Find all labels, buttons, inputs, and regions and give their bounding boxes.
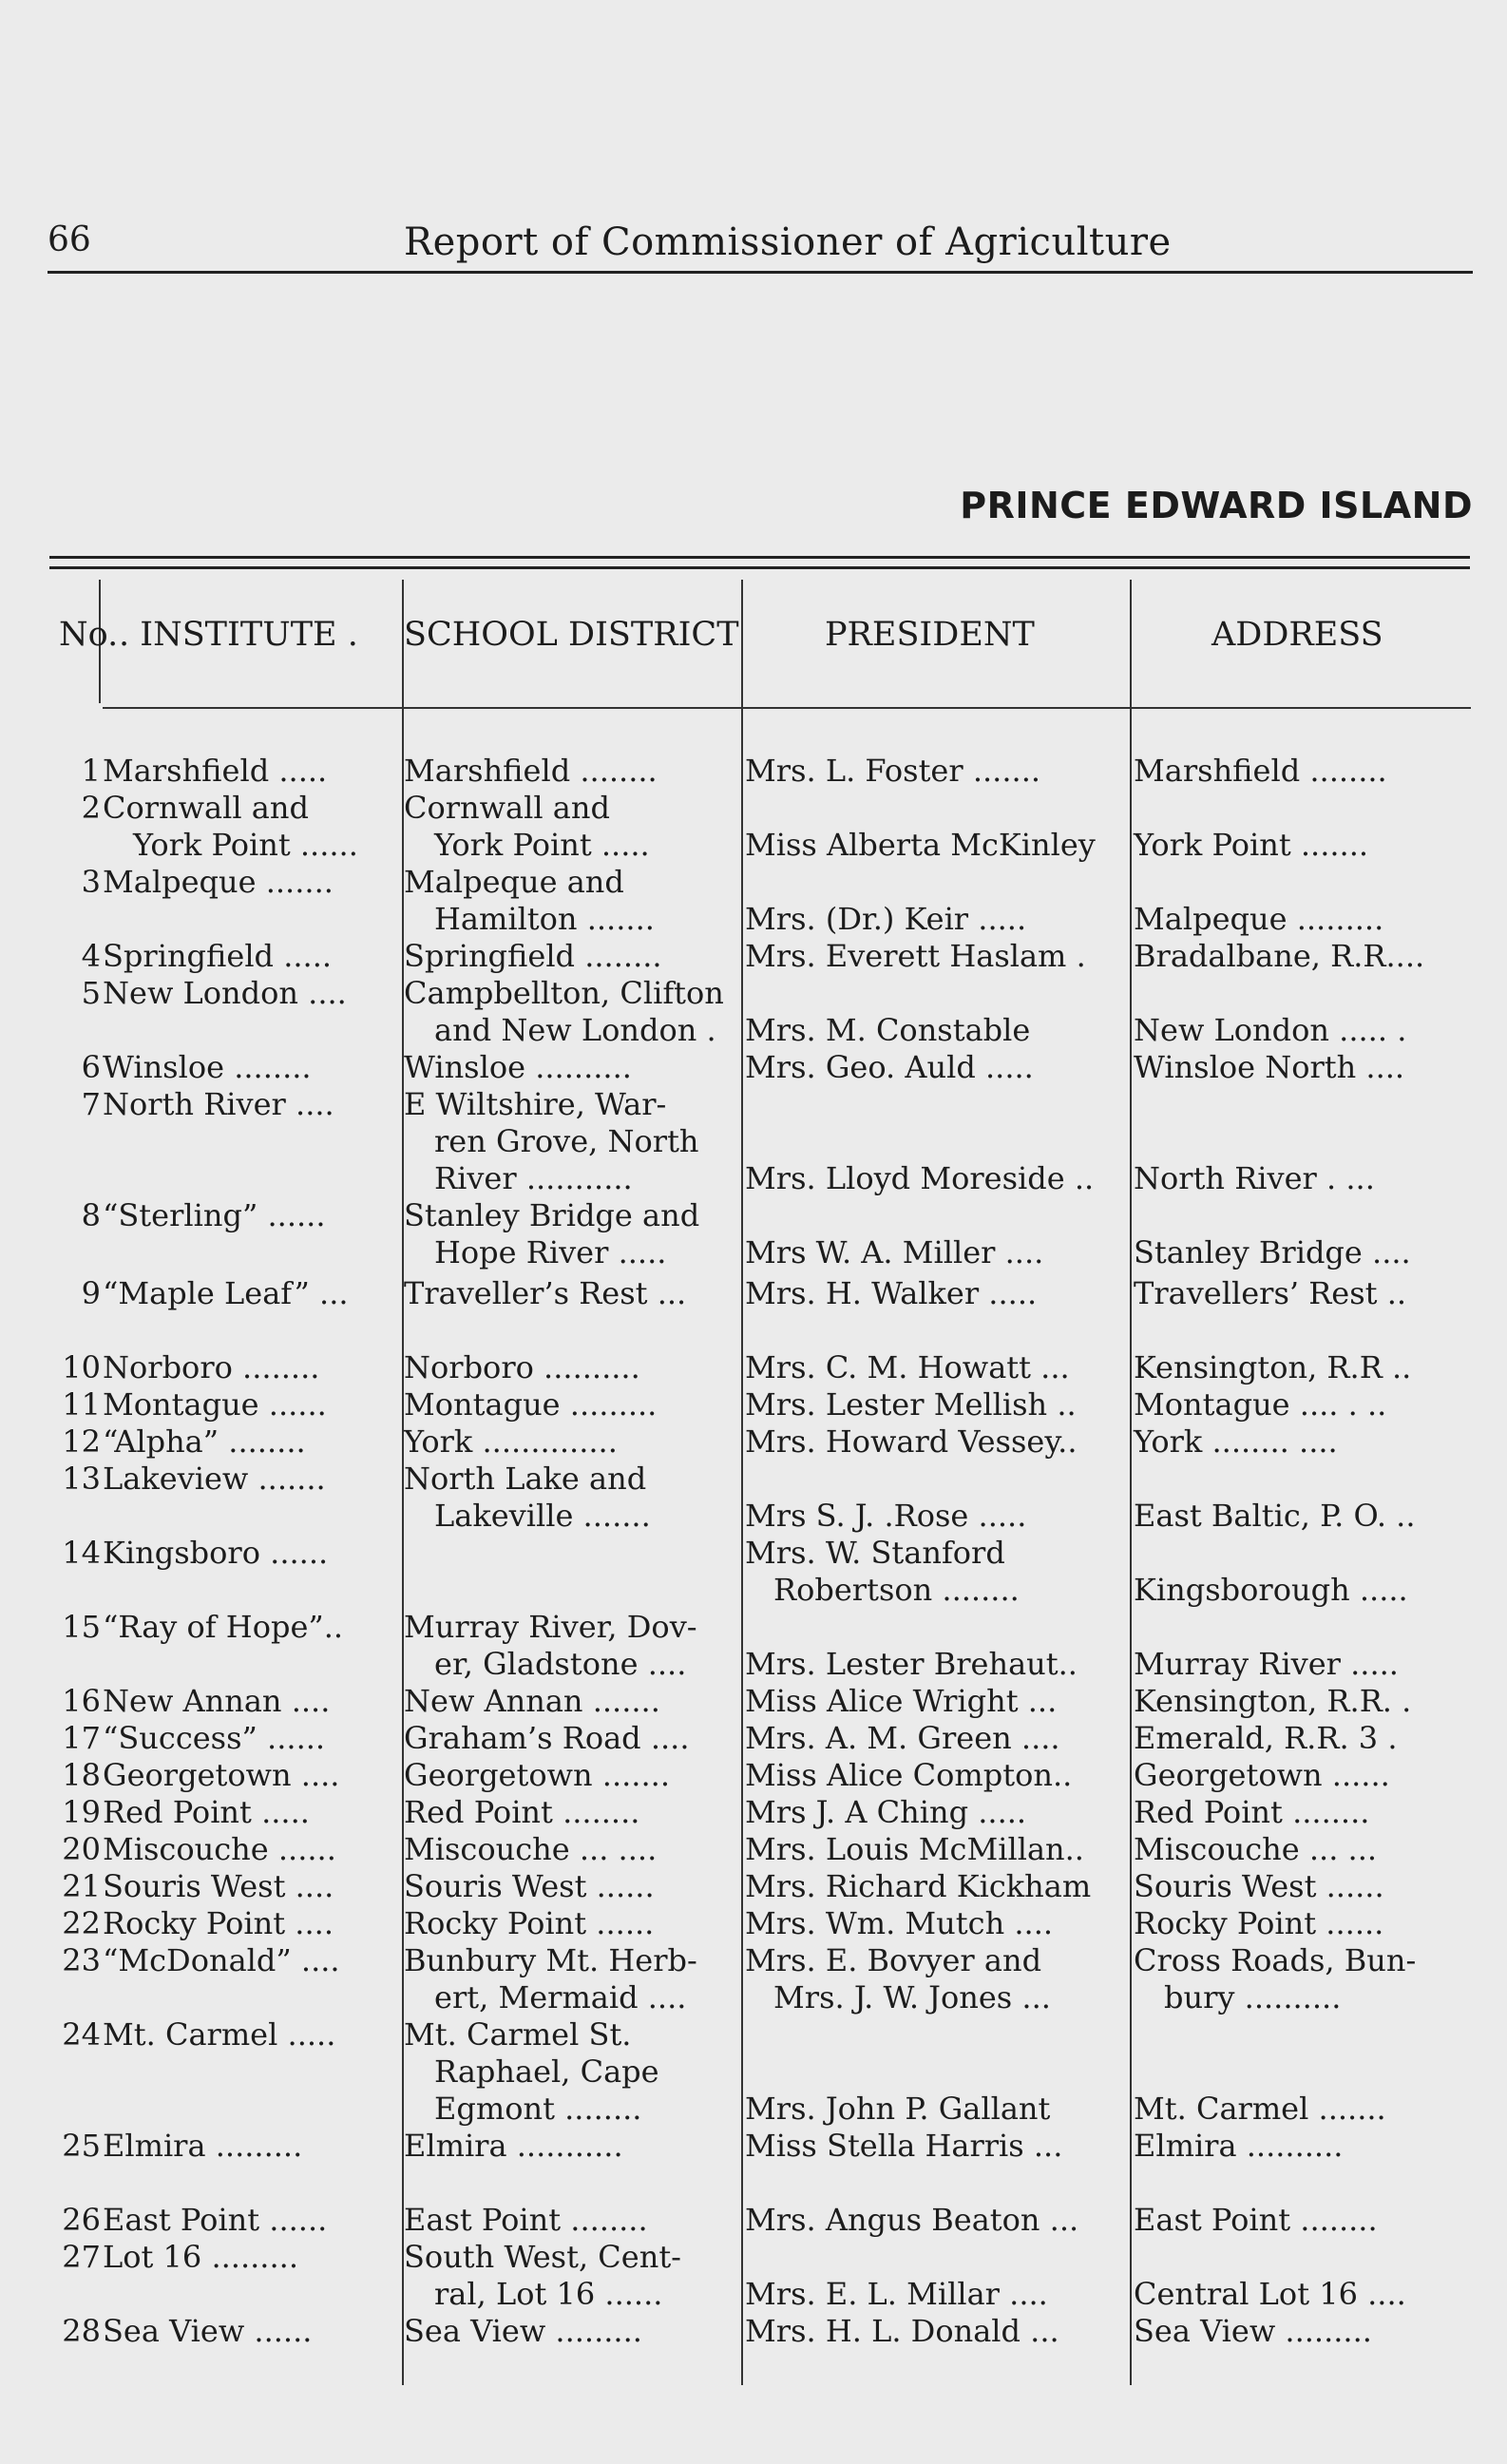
address-cell: New London ..... . [1134,1012,1407,1048]
row-number: 6 [81,1049,101,1085]
school-district-cell: Souris West ...... [404,1867,655,1904]
school-district-cell: Springfield ........ [404,938,662,974]
president-cell: Mrs. H. L. Donald ... [745,2312,1059,2349]
school-district-cell: York Point ..... [434,827,650,863]
row-number: 10 [62,1348,101,1385]
row-number: 23 [62,1941,101,1978]
page-number: 66 [48,220,91,259]
address-cell: Miscouche ... ... [1134,1830,1378,1867]
school-district-cell: South West, Cent- [404,2238,681,2275]
address-cell: Kensington, R.R. . [1134,1682,1412,1719]
president-cell: Mrs. M. Constable [745,1012,1031,1048]
school-district-cell: Marshfield ........ [404,753,658,789]
president-cell: Miss Stella Harris ... [745,2127,1063,2164]
president-cell: Mrs. Howard Vessey.. [745,1423,1078,1460]
school-district-cell: ert, Mermaid .... [434,1978,687,2015]
school-district-cell: New Annan ....... [404,1682,660,1719]
school-district-cell: Campbellton, Clifton [404,975,724,1011]
address-cell: Stanley Bridge .... [1134,1234,1411,1270]
column-divider-school [741,580,743,2385]
president-cell: Mrs. Geo. Auld ..... [745,1049,1034,1085]
president-cell: Robertson ........ [773,1571,1020,1608]
president-cell: Mrs. L. Foster ....... [745,753,1041,789]
row-number: 28 [62,2312,101,2349]
institute-cell: Lot 16 ......... [103,2238,298,2275]
school-district-cell: ren Grove, North [434,1123,699,1159]
president-cell: Mrs. Richard Kickham [745,1867,1092,1904]
row-number: 11 [62,1385,101,1423]
row-number: 3 [81,864,101,900]
institute-cell: “Alpha” ........ [103,1423,306,1460]
row-number: 2 [81,790,101,826]
address-cell: Elmira .......... [1134,2127,1344,2164]
institute-cell: Rocky Point .... [103,1904,334,1941]
school-district-cell: Raphael, Cape [434,2053,659,2090]
institute-cell: Lakeview ....... [103,1460,326,1497]
address-cell: bury .......... [1164,1978,1342,2015]
president-cell: Mrs. Lester Brehaut.. [745,1645,1078,1682]
row-number: 14 [62,1534,101,1571]
president-cell: Mrs. E. L. Millar .... [745,2275,1048,2312]
institute-cell: Elmira ......... [103,2127,303,2164]
president-cell: Mrs. (Dr.) Keir ..... [745,901,1027,937]
address-cell: Central Lot 16 .... [1134,2275,1406,2312]
column-header-president: PRESIDENT [825,616,1035,654]
row-number: 12 [62,1423,101,1460]
institute-cell: Marshfield ..... [103,753,328,789]
header-rule [48,271,1473,274]
school-district-cell: Traveller’s Rest ... [404,1274,687,1311]
institute-cell: Georgetown .... [103,1756,340,1793]
column-header-address: ADDRESS [1211,616,1383,654]
school-district-cell: Cornwall and [404,790,610,826]
president-cell: Mrs. W. Stanford [745,1534,1005,1571]
address-cell: Montague .... . .. [1134,1385,1387,1423]
school-district-cell: Montague ......... [404,1385,658,1423]
school-district-cell: Graham’s Road .... [404,1719,690,1756]
row-number: 25 [62,2127,101,2164]
school-district-cell: Bunbury Mt. Herb- [404,1941,697,1978]
school-district-cell: Murray River, Dov- [404,1608,697,1645]
president-cell: Mrs J. A Ching ..... [745,1793,1027,1830]
institute-cell: Malpeque ....... [103,864,334,900]
column-header-no: No. [59,616,119,654]
address-cell: Kensington, R.R .. [1134,1348,1412,1385]
row-number: 18 [62,1756,101,1793]
institute-cell: Sea View ...... [103,2312,313,2349]
institute-cell: Winsloe ........ [103,1049,312,1085]
row-number: 7 [81,1086,101,1122]
school-district-cell: Malpeque and [404,864,624,900]
row-number: 4 [81,938,101,974]
school-district-cell: East Point ........ [404,2201,648,2238]
school-district-cell: Egmont ........ [434,2090,642,2127]
school-district-cell: Mt. Carmel St. [404,2015,632,2053]
address-cell: York ........ .... [1134,1423,1338,1460]
school-district-cell: North Lake and [404,1460,647,1497]
address-cell: Cross Roads, Bun- [1134,1941,1417,1978]
school-district-cell: er, Gladstone .... [434,1645,687,1682]
president-cell: Mrs. Louis McMillan.. [745,1830,1084,1867]
institute-cell: East Point ...... [103,2201,328,2238]
school-district-cell: Lakeville ....... [434,1497,651,1534]
double-rule-top [49,556,1470,559]
address-cell: Georgetown ...... [1134,1756,1390,1793]
school-district-cell: and New London . [434,1012,716,1048]
president-cell: Mrs. Wm. Mutch .... [745,1904,1054,1941]
institute-cell: “Success” ...... [103,1719,326,1756]
row-number: 15 [62,1608,101,1645]
president-cell: Mrs. Lester Mellish .. [745,1385,1077,1423]
address-cell: York Point ....... [1134,827,1369,863]
column-divider-president [1130,580,1132,2385]
institute-cell: Springfield ..... [103,938,333,974]
running-head [48,220,1473,268]
school-district-cell: Winsloe .......... [404,1049,632,1085]
school-district-cell: E Wiltshire, War- [404,1086,667,1122]
institute-cell: Norboro ........ [103,1348,320,1385]
school-district-cell: Hamilton ....... [434,901,655,937]
school-district-cell: Miscouche ... .... [404,1830,658,1867]
institute-cell: New London .... [103,975,347,1011]
row-number: 19 [62,1793,101,1830]
row-number: 5 [81,975,101,1011]
school-district-cell: River ........... [434,1160,633,1196]
address-cell: Kingsborough ..... [1134,1571,1408,1608]
address-cell: Sea View ......... [1134,2312,1372,2349]
address-cell: Rocky Point ...... [1134,1904,1384,1941]
row-number: 8 [81,1197,101,1233]
institute-cell: Kingsboro ...... [103,1534,329,1571]
school-district-cell: Stanley Bridge and [404,1197,700,1233]
row-number: 13 [62,1460,101,1497]
president-cell: Miss Alice Wright ... [745,1682,1058,1719]
school-district-cell: Red Point ........ [404,1793,640,1830]
president-cell: Mrs. J. W. Jones ... [773,1978,1051,2015]
institute-cell: Cornwall and [103,790,309,826]
president-cell: Miss Alice Compton.. [745,1756,1073,1793]
school-district-cell: York .............. [404,1423,618,1460]
president-cell: Mrs S. J. .Rose ..... [745,1497,1027,1534]
president-cell: Mrs. E. Bovyer and [745,1941,1042,1978]
institute-cell: Miscouche ...... [103,1830,336,1867]
institute-cell: Montague ...... [103,1385,327,1423]
running-title: Report of Commissioner of Agriculture [404,220,1172,264]
address-cell: Winsloe North .... [1134,1049,1405,1085]
column-header-school-district: SCHOOL DISTRICT [404,616,739,654]
president-cell: Mrs. Everett Haslam . [745,938,1086,974]
address-cell: Emerald, R.R. 3 . [1134,1719,1398,1756]
row-number: 22 [62,1904,101,1941]
president-cell: Mrs. John P. Gallant [745,2090,1051,2127]
institute-cell: “Sterling” ...... [103,1197,326,1233]
row-number: 26 [62,2201,101,2238]
header-bottom-rule [103,707,1471,709]
school-district-cell: Norboro .......... [404,1348,640,1385]
institute-cell: North River .... [103,1086,334,1122]
row-number: 20 [62,1830,101,1867]
school-district-cell: ral, Lot 16 ...... [434,2275,663,2312]
institute-cell: New Annan .... [103,1682,331,1719]
address-cell: Murray River ..... [1134,1645,1399,1682]
institute-cell: Souris West .... [103,1867,334,1904]
row-number: 17 [62,1719,101,1756]
institute-cell: “Maple Leaf” ... [103,1274,349,1311]
institute-cell: Red Point ..... [103,1793,310,1830]
school-district-cell: Elmira ........... [404,2127,623,2164]
school-district-cell: Hope River ..... [434,1234,667,1270]
president-cell: Mrs. C. M. Howatt ... [745,1348,1070,1385]
section-title: PRINCE EDWARD ISLAND [960,485,1473,526]
president-cell: Mrs. Angus Beaton ... [745,2201,1079,2238]
row-number: 21 [62,1867,101,1904]
school-district-cell: Georgetown ....... [404,1756,670,1793]
row-number: 16 [62,1682,101,1719]
institute-cell-cont: York Point ...... [133,827,358,863]
address-cell: North River . ... [1134,1160,1375,1196]
president-cell: Miss Alberta McKinley [745,827,1096,863]
address-cell: Mt. Carmel ....... [1134,2090,1386,2127]
address-cell: Bradalbane, R.R.... [1134,938,1425,974]
institute-cell: “McDonald” .... [103,1941,340,1978]
address-cell: Red Point ........ [1134,1793,1370,1830]
school-district-cell: Sea View ......... [404,2312,642,2349]
institute-cell: “Ray of Hope”.. [103,1608,344,1645]
row-number: 9 [81,1274,101,1311]
president-cell: Mrs. Lloyd Moreside .. [745,1160,1095,1196]
president-cell: Mrs. H. Walker ..... [745,1274,1038,1311]
address-cell: Marshfield ........ [1134,753,1387,789]
double-rule-bottom [49,566,1470,569]
school-district-cell: Rocky Point ...... [404,1904,655,1941]
row-number: 1 [81,753,101,789]
column-header-institute: . INSTITUTE . [119,616,358,654]
address-cell: East Baltic, P. O. .. [1134,1497,1416,1534]
address-cell: Malpeque ......... [1134,901,1384,937]
address-cell: Travellers’ Rest .. [1134,1274,1407,1311]
president-cell: Mrs. A. M. Green .... [745,1719,1060,1756]
president-cell: Mrs W. A. Miller .... [745,1234,1044,1270]
institute-cell: Mt. Carmel ..... [103,2015,336,2053]
address-cell: East Point ........ [1134,2201,1378,2238]
row-number: 27 [62,2238,101,2275]
row-number: 24 [62,2015,101,2053]
address-cell: Souris West ...... [1134,1867,1384,1904]
